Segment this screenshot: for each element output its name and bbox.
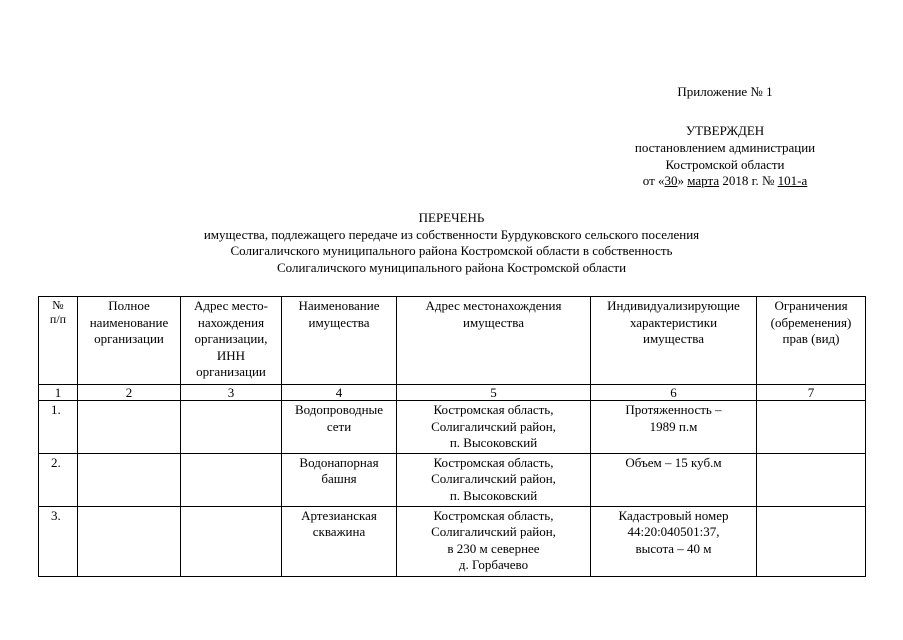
characteristics-line: 44:20:040501:37, <box>627 524 720 540</box>
row-org-address <box>181 453 282 506</box>
property-address-line: Солигаличский район, <box>431 524 556 540</box>
header-orgaddr-line-3: организации, <box>194 331 268 347</box>
header-name-line-1: Наименование <box>298 298 380 313</box>
document-title <box>100 210 803 276</box>
date-prefix: от « <box>642 173 665 189</box>
column-index-cell: 2 <box>78 385 181 401</box>
property-address-line: Костромская область, <box>433 507 554 523</box>
characteristics-line: высота – 40 м <box>635 540 712 556</box>
property-name-line: сети <box>326 418 352 434</box>
column-index-cell: 7 <box>757 385 866 401</box>
row-number: 3. <box>39 506 78 576</box>
header-addr-line-1: Адрес местонахождения <box>425 298 562 313</box>
header-orgaddr-line-1: Адрес место- <box>193 298 269 313</box>
row-number: 2. <box>39 453 78 506</box>
column-index-cell: 1 <box>39 385 78 401</box>
characteristics-line: 1989 п.м <box>649 418 698 434</box>
table-row <box>39 453 866 506</box>
column-index-cell: 5 <box>397 385 591 401</box>
header-char-line-1: Индивидуализирующие <box>607 298 740 313</box>
property-name-line: Водонапорная <box>299 454 379 470</box>
table-header-row <box>39 297 866 385</box>
property-name-line: башня <box>321 471 357 487</box>
property-address-line: Солигаличский район, <box>431 418 556 434</box>
title-line-2: имущества, подлежащего передаче из собственности Бурдуковского сельского поселения <box>203 226 700 242</box>
property-address-line: Костромская область, <box>433 454 554 470</box>
appendix-label: Приложение № 1 <box>677 84 773 99</box>
column-index-cell: 3 <box>181 385 282 401</box>
header-num-line-2: п/п <box>49 312 67 326</box>
column-index-cell: 4 <box>282 385 397 401</box>
header-org-line-1: Полное <box>108 298 150 313</box>
header-restr-line-2: (обременения) <box>770 314 852 330</box>
header-char-line-2: характеристики <box>629 314 718 330</box>
header-cell-org-address <box>181 297 282 385</box>
characteristics-line: Объем – 15 куб.м <box>625 454 722 470</box>
header-org-line-3: организации <box>94 331 164 347</box>
approval-stamp <box>600 123 850 190</box>
row-characteristics <box>591 453 757 506</box>
date-mid: » <box>677 173 688 189</box>
property-register-table <box>38 296 866 577</box>
date-month: марта <box>687 173 720 189</box>
date-number: 101-а <box>777 173 808 189</box>
row-property-address <box>397 506 591 576</box>
row-org <box>78 401 181 454</box>
header-name-line-2: имущества <box>308 314 370 330</box>
characteristics-line: Кадастровый номер <box>618 507 729 523</box>
header-restr-line-3: прав (вид) <box>782 331 840 347</box>
property-name-line: Водопроводные <box>294 402 384 417</box>
row-property-name <box>282 506 397 576</box>
row-org <box>78 506 181 576</box>
row-characteristics <box>591 506 757 576</box>
header-num-line-1: № <box>52 298 64 312</box>
approved-by-line-1: постановлением администрации <box>634 139 816 155</box>
row-characteristics <box>591 401 757 454</box>
header-char-line-3: имущества <box>643 331 704 347</box>
title-line-4: Солигаличского муниципального района Костромской области <box>276 259 627 275</box>
header-addr-line-2: имущества <box>463 314 524 330</box>
property-address-line: п. Высоковский <box>449 435 538 451</box>
property-name-line: скважина <box>312 524 366 540</box>
column-index-row <box>39 385 866 401</box>
header-cell-property-name <box>282 297 397 385</box>
row-org-address <box>181 401 282 454</box>
property-address-line: в 230 м севернее <box>447 540 540 556</box>
characteristics-line: Протяженность – <box>625 402 722 417</box>
row-property-address <box>397 401 591 454</box>
property-name-line: Артезианская <box>301 507 377 523</box>
column-index-cell: 6 <box>591 385 757 401</box>
row-property-name <box>282 453 397 506</box>
header-cell-org <box>78 297 181 385</box>
row-property-address <box>397 453 591 506</box>
title-line-1: ПЕРЕЧЕНЬ <box>418 210 485 225</box>
approved-by-line-2: Костромской области <box>665 156 785 172</box>
row-number: 1. <box>39 401 78 454</box>
row-org <box>78 453 181 506</box>
header-cell-property-address <box>397 297 591 385</box>
header-orgaddr-line-4: ИНН <box>216 347 246 363</box>
header-restr-line-1: Ограничения <box>774 298 848 313</box>
header-cell-characteristics <box>591 297 757 385</box>
row-restrictions <box>757 453 866 506</box>
row-org-address <box>181 506 282 576</box>
approved-label: УТВЕРЖДЕН <box>685 123 765 138</box>
property-address-line: Костромская область, <box>433 402 554 417</box>
property-address-line: д. Горбачево <box>458 557 529 573</box>
header-org-line-2: наименование <box>89 314 169 330</box>
date-year: 2018 г. № <box>719 173 778 189</box>
property-address-line: п. Высоковский <box>449 487 538 503</box>
header-orgaddr-line-5: организации <box>196 364 266 380</box>
table-row <box>39 506 866 576</box>
row-restrictions <box>757 506 866 576</box>
header-cell-restrictions <box>757 297 866 385</box>
row-restrictions <box>757 401 866 454</box>
header-orgaddr-line-2: нахождения <box>197 314 265 330</box>
title-line-3: Солигаличского муниципального района Костромской области в собственность <box>230 243 673 259</box>
row-property-name <box>282 401 397 454</box>
table-row <box>39 401 866 454</box>
date-day: 30 <box>664 173 678 189</box>
approval-date-line <box>600 173 850 190</box>
property-address-line: Солигаличский район, <box>431 471 556 487</box>
header-cell-num <box>39 297 78 385</box>
